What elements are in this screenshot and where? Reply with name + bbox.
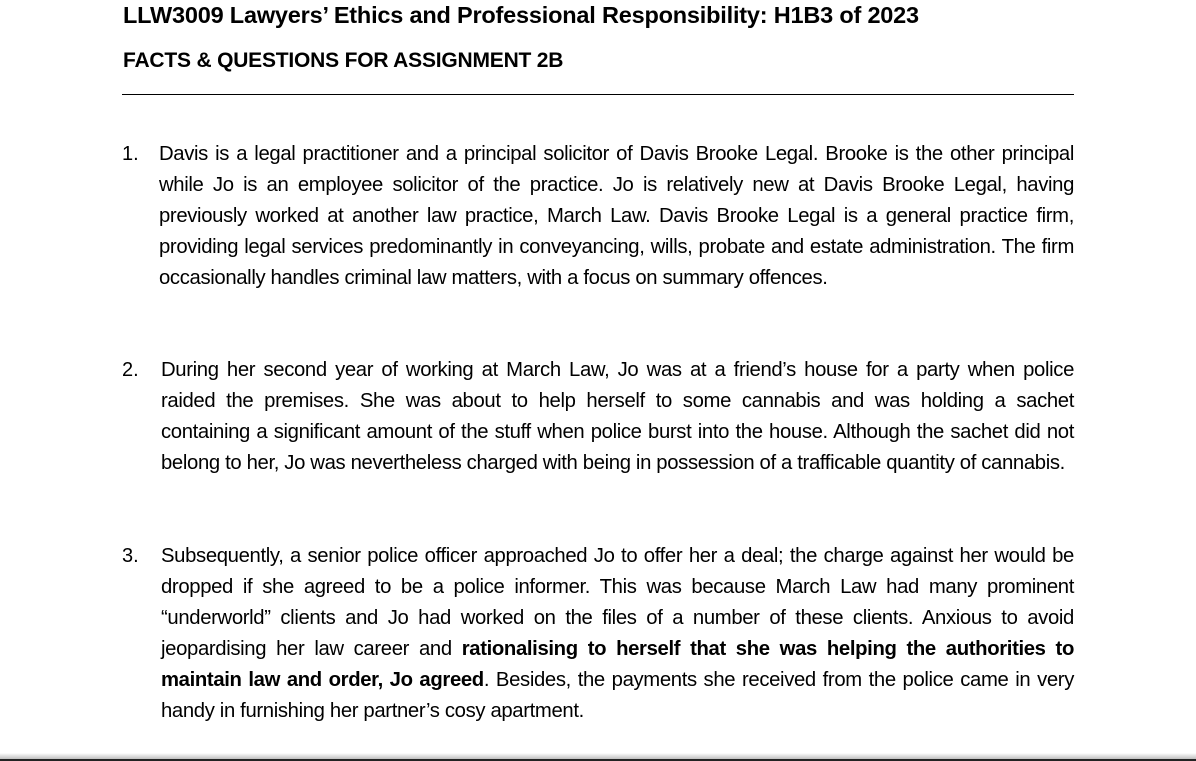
paragraph-number: 2. [122,359,139,381]
paragraph-number: 1. [122,143,139,165]
paragraph-text: During her second year of working at March Law, Jo was at a friend’s house for a party when police raided the premises. She was about to help herself to some cannabis and was holding a sachet containing a significant amount of the stuff when police burst into the house. Although the sachet did not belong to her, Jo was nevertheless charged with being in possession of a trafficable quantity of cannabis. [161,359,1074,474]
paragraph-text-bold: rationalising to herself that she was helping the authorities to maintain law and order, Jo agreed [161,638,1074,691]
header-divider [122,94,1074,95]
paragraph-number: 3. [122,545,139,567]
page-bottom-edge [0,753,1196,761]
paragraph-text-regular: Subsequently, a senior police officer approached Jo to offer her a deal; the charge against her would be dropped if she agreed to be a police informer. This was because March Law had many prominent “underworld” clients and Jo had worked on the files of a number of these clients. Anxious to avoid jeopardising her law career and [161,545,1074,660]
paragraph-text [161,541,1074,727]
paragraph-text-regular: . Besides, the payments she received from the police came in very handy in furnishing her partner’s cosy apartment. [161,669,1075,722]
paragraph-text: Davis is a legal practitioner and a principal solicitor of Davis Brooke Legal. Brooke is the other principal while Jo is an employee solicitor of the practice. Jo is relatively new at Davis Brooke Legal, having previously worked at another law practice, March Law. Davis Brooke Legal is a general practice firm, providing legal services predominantly in conveyancing, wills, probate and estate administration. The firm occasionally handles criminal law matters, with a focus on summary offences. [159,143,1074,289]
document-subtitle: FACTS & QUESTIONS FOR ASSIGNMENT 2B [123,49,564,72]
document-title: LLW3009 Lawyers’ Ethics and Professional Responsibility: H1B3 of 2023 [123,2,919,28]
